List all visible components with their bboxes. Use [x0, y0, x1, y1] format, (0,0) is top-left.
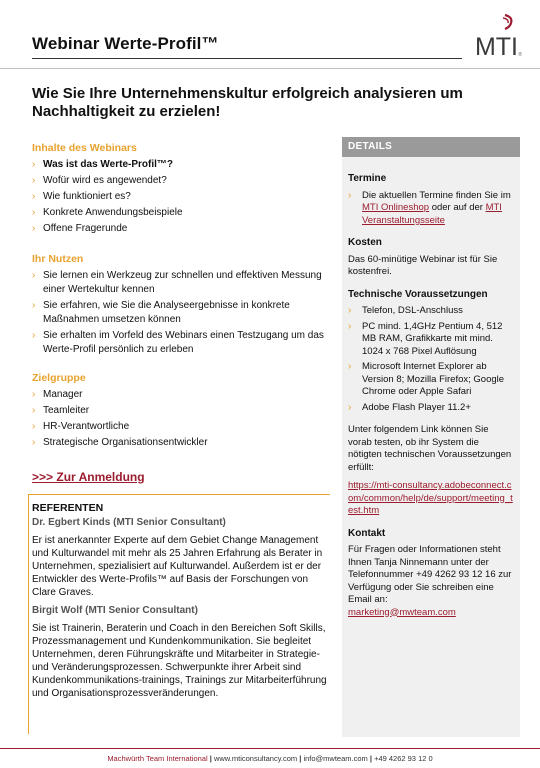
referenten-border-left [28, 494, 29, 734]
kontakt-title: Kontakt [348, 527, 386, 539]
logo-text: MTI [474, 33, 518, 61]
chevron-right-icon: › [32, 330, 36, 341]
list-item: › Sie erhalten im Vorfeld des Webinars einen Testzugang um das Werte-Profil persönlich zu erleben [32, 330, 324, 355]
technik-list [348, 305, 514, 414]
speaker-name: Dr. Egbert Kinds (MTI Senior Consultant) [32, 517, 226, 528]
chevron-right-icon: › [32, 223, 36, 234]
chevron-right-icon: › [348, 189, 352, 201]
list-item: › Manager [32, 389, 83, 400]
chevron-right-icon: › [32, 421, 36, 432]
list-item: › Konkrete Anwendungsbeispiele [32, 207, 183, 218]
kosten-title: Kosten [348, 237, 382, 248]
chevron-right-icon: › [32, 437, 36, 448]
chevron-right-icon: › [348, 361, 352, 372]
kontakt-text: Für Fragen oder Informationen steht Ihnen Tanja Ninnemann unter der Telefonnummer +49 4262 93 12 16 zur Verfügung oder Sie schreiben eine Email an: [348, 544, 512, 605]
list-item: › Telefon, DSL-Anschluss [348, 305, 463, 316]
footer-website-link[interactable]: www.mticonsultancy.com [213, 754, 298, 763]
chevron-right-icon: › [32, 207, 36, 218]
list-item: › Was ist das Werte-Profil™? [32, 159, 174, 170]
footer-separator: | [299, 754, 302, 763]
kosten-text: Das 60-minütige Webinar ist für Sie kostenfrei. [348, 253, 498, 277]
footer-separator: | [209, 754, 212, 763]
chevron-right-icon: › [348, 320, 352, 332]
header-divider [32, 58, 462, 59]
logo-registered-mark: ® [518, 52, 522, 58]
list-item: › Strategische Organisationsentwickler [32, 437, 208, 448]
chevron-right-icon: › [32, 159, 36, 170]
nutzen-list [32, 269, 332, 357]
referenten-title: REFERENTEN [32, 502, 104, 514]
referenten-border-top [28, 494, 330, 495]
footer-email-link[interactable]: info@mwteam.com [303, 754, 368, 763]
section-title-zielgruppe: Zielgruppe [32, 372, 86, 384]
chevron-right-icon: › [348, 305, 352, 316]
details-title: DETAILS [342, 137, 520, 157]
section-inhalte [32, 141, 332, 238]
list-item: › Teamleiter [32, 405, 90, 416]
test-link[interactable]: https://mti-consultancy.adobeconnect.com/common/help/de/support/meeting_test.htm [348, 480, 513, 516]
list-item: › Offene Fragerunde [32, 223, 128, 234]
onlineshop-link[interactable]: MTI Onlineshop [362, 202, 430, 213]
chevron-right-icon: › [32, 389, 36, 400]
footer-brand: Machwürth Team International [107, 754, 208, 763]
list-item: › Adobe Flash Player 11.2+ [348, 401, 471, 413]
list-item: › Sie erfahren, wie Sie die Analyseergebnisse in konkrete Maßnahmen umsetzen können [32, 300, 290, 325]
chevron-right-icon: › [348, 401, 352, 413]
list-item: › Sie lernen ein Werkzeug zur schnellen und effektiven Messung einer Wertekultur kennen [32, 270, 322, 295]
termine-title: Termine [348, 173, 387, 184]
list-item: › Microsoft Internet Explorer ab Version 8; Mozilla Firefox; Google Chrome oder Apple Safari [348, 361, 505, 397]
chevron-right-icon: › [32, 175, 36, 186]
footer-phone: +49 4262 93 12 0 [374, 754, 433, 763]
footer-separator: | [369, 754, 372, 763]
chevron-right-icon: › [32, 405, 36, 416]
details-sidebar [342, 137, 520, 737]
veranstaltungsseite-link[interactable]: MTI Veranstaltungsseite [362, 202, 502, 226]
chevron-right-icon: › [32, 300, 36, 311]
speaker-name: Birgit Wolf (MTI Senior Consultant) [32, 605, 198, 616]
list-item: › Wofür wird es angewendet? [32, 175, 167, 186]
full-width-divider [0, 68, 540, 69]
test-text: Unter folgendem Link können Sie vorab testen, ob ihr System die nötigten technischen Voraussetzungen erfüllt: [348, 424, 512, 473]
mti-logo [468, 14, 522, 62]
speaker-bio: Er ist anerkannter Experte auf dem Gebiet Change Management und Kulturwandel mit mehr als 25 Jahren Erfahrung als Berater in Unternehmen, spezialisiert auf Kulturwandel. Außerdem ist er der Entwickler des Werte-Profils™ auf Basis der Forschungen von Clare Graves. [32, 535, 323, 598]
chevron-right-icon: › [32, 270, 36, 281]
list-item: › PC mind. 1,4GHz Pentium 4, 512 MB RAM, Grafikkarte mit mind. 1024 x 768 Pixel Auflösung [348, 320, 503, 357]
footer-divider [0, 748, 540, 749]
inhalte-list [32, 158, 332, 236]
list-item: › HR-Verantwortliche [32, 421, 130, 432]
logo-swoosh-icon [502, 14, 516, 30]
page-title: Webinar Werte-Profil™ [32, 34, 219, 53]
section-title-nutzen: Ihr Nutzen [32, 253, 84, 265]
termine-list [348, 190, 514, 228]
zielgruppe-list [32, 388, 332, 450]
speaker-bio: Sie ist Trainerin, Beraterin und Coach in den Bereichen Soft Skills, Prozessmanagement und Kundenkommunikation. Sie begleitet Unternehmen, deren Führungskräfte und Mitarbeiter in Strategie- und Veränderungsprozessen. Schwerpunkte ihrer Arbeit sind Kundenkommunikations-trainings, Trainings zur Mitarbeiterführung und Organisationsprozessveränderungen. [32, 623, 327, 699]
section-title-inhalte: Inhalte des Webinars [32, 142, 137, 154]
list-item: › Wie funktioniert es? [32, 191, 131, 202]
headline: Wie Sie Ihre Unternehmenskultur erfolgreich analysieren um Nachhaltigkeit zu erzielen! [32, 85, 463, 120]
list-item: › Die aktuellen Termine finden Sie im MTI Onlineshop oder auf der MTI Veranstaltungsseite [348, 189, 511, 226]
footer [0, 754, 540, 763]
referenten-box [32, 502, 328, 705]
kontakt-email-link[interactable]: marketing@mwteam.com [348, 606, 456, 618]
chevron-right-icon: › [32, 191, 36, 202]
technik-title: Technische Voraussetzungen [348, 288, 488, 300]
signup-link[interactable]: >>> Zur Anmeldung [32, 470, 145, 484]
section-nutzen [32, 252, 332, 359]
section-zielgruppe [32, 371, 332, 452]
